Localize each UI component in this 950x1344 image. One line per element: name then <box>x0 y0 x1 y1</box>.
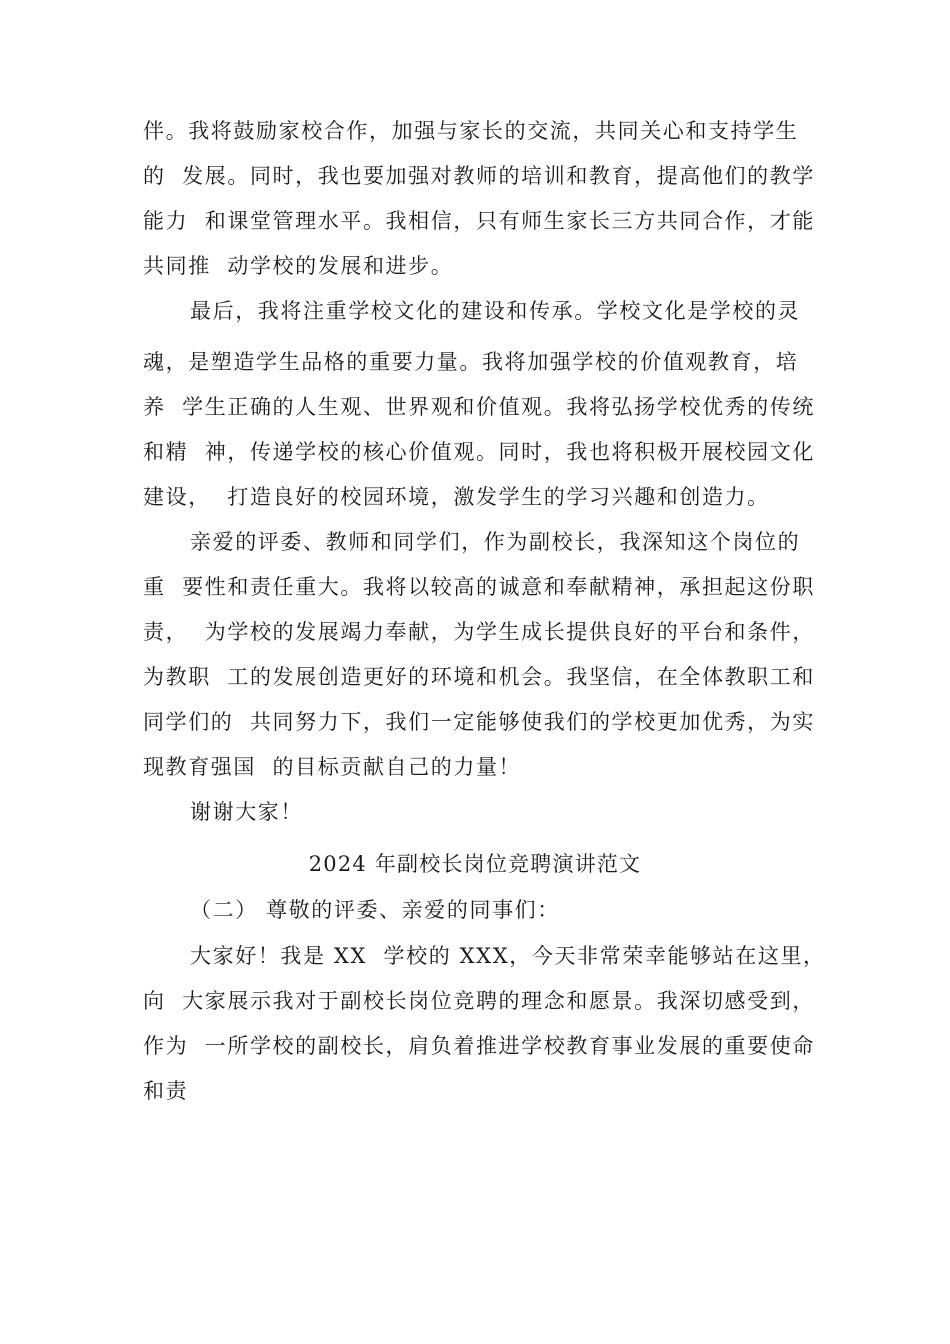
paragraph-line: 同学们的 共同努力下，我们一定能够使我们的学校更加优秀，为实 <box>143 710 815 734</box>
paragraph-line: 责， 为学校的发展竭力奉献，为学生成长提供良好的平台和条件， <box>143 620 815 644</box>
paragraph-line: 的 发展。同时，我也要加强对教师的培训和教育，提高他们的教学 <box>143 164 815 188</box>
paragraph-line: 重 要性和责任重大。我将以较高的诚意和奉献精神，承担起这份职 <box>143 575 815 599</box>
paragraph-line: 亲爱的评委、教师和同学们，作为副校长，我深知这个岗位的 <box>190 530 801 554</box>
paragraph-line: 最后，我将注重学校文化的建设和传承。学校文化是学校的灵 <box>190 299 801 323</box>
closing-line: 谢谢大家！ <box>190 800 303 824</box>
paragraph-line: 建设， 打造良好的校园环境，激发学生的学习兴趣和创造力。 <box>143 485 770 509</box>
paragraph-line: 和责 <box>143 1079 189 1103</box>
paragraph-line: 能力 和课堂管理水平。我相信，只有师生家长三方共同合作，才能 <box>143 209 815 233</box>
salutation-line: （二） 尊敬的评委、亲爱的同事们： <box>190 898 560 922</box>
paragraph-line: 作为 一所学校的副校长，肩负着推进学校教育事业发展的重要使命 <box>143 1034 815 1058</box>
paragraph-line: 现教育强国 的目标贡献自己的力量！ <box>143 755 522 779</box>
paragraph-line: 向 大家展示我对于副校长岗位竞聘的理念和愿景。我深切感受到， <box>143 989 815 1013</box>
paragraph-line: 养 学生正确的人生观、世界观和价值观。我将弘扬学校优秀的传统 <box>143 395 815 419</box>
paragraph-line: 伴。我将鼓励家校合作，加强与家长的交流，共同关心和支持学生 <box>143 119 799 143</box>
paragraph-line: 为教职 工的发展创造更好的环境和机会。我坚信，在全体教职工和 <box>143 665 815 689</box>
paragraph-line: 大家好！我是 XX 学校的 XXX，今天非常荣幸能够站在这里， <box>190 944 826 968</box>
section-title: 2024 年副校长岗位竞聘演讲范文 <box>308 852 642 876</box>
paragraph-line: 和精 神，传递学校的核心价值观。同时，我也将积极开展校园文化 <box>143 440 815 464</box>
paragraph-line: 共同推 动学校的发展和进步。 <box>143 254 454 278</box>
paragraph-line: 魂，是塑造学生品格的重要力量。我将加强学校的价值观教育，培 <box>143 350 799 374</box>
